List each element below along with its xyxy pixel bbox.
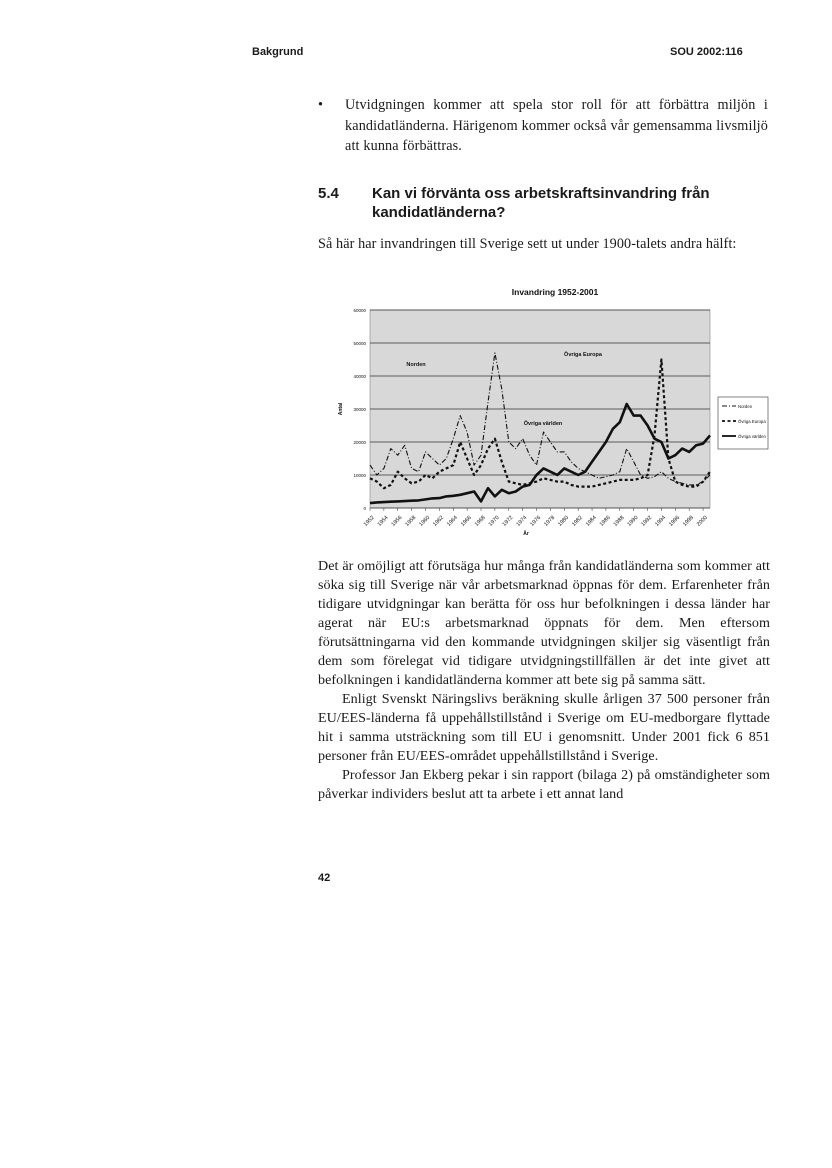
legend-label: Norden: [738, 404, 753, 409]
bullet-item: [318, 95, 768, 157]
body-paragraph-1: Det är omöjligt att förutsäga hur många från kandidatländerna som kommer att söka sig till Sverige när vår arbetsmarknad öppnas för dem. Erfarenheter från tidigare utvidgningar kan berätta för oss hur befolkningen i dessa länder har agerat när EU:s arbetsmarknad öppnats för dem. Men eftersom förutsättningarna vid den kommande utvidgningen skiljer sig väsentligt från dem som förelegat vid tidigare utvidgningstillfällen är det inte givet att befolkningen i kandidatländerna kommer att bete sig på samma sätt.: [318, 558, 770, 688]
x-axis-label: År: [523, 531, 529, 537]
section-heading: [318, 184, 778, 222]
x-tick-label: 2000: [695, 514, 709, 528]
y-tick-label: 50000: [353, 341, 366, 346]
x-tick-label: 1980: [557, 514, 571, 528]
running-header-doc-id: SOU 2002:116: [670, 46, 743, 58]
intro-paragraph: Så här har invandringen till Sverige sett ut under 1900-talets andra hälft:: [318, 236, 737, 252]
x-tick-label: 1988: [612, 514, 626, 528]
x-tick-label: 1960: [418, 514, 432, 528]
x-tick-label: 1996: [668, 514, 682, 528]
y-tick-label: 30000: [353, 407, 366, 412]
series-annotation: Norden: [406, 362, 426, 368]
y-tick-label: 60000: [353, 308, 366, 313]
x-tick-label: 1994: [654, 514, 668, 528]
section-number: 5.4: [318, 185, 339, 202]
page-number: 42: [318, 872, 331, 884]
running-header-section: Bakgrund: [252, 46, 304, 58]
x-tick-label: 1952: [362, 514, 376, 528]
chart-title: Invandring 1952-2001: [511, 287, 599, 297]
y-tick-label: 40000: [353, 374, 366, 379]
x-tick-label: 1984: [584, 514, 598, 528]
x-tick-label: 1986: [598, 514, 612, 528]
x-tick-label: 1956: [390, 514, 404, 528]
legend-label: Övriga världen: [738, 434, 766, 439]
immigration-chart: [330, 280, 775, 545]
body-text: [318, 557, 770, 804]
body-paragraph-2: Enligt Svenskt Näringslivs beräkning skulle årligen 37 500 personer från EU/EES-länderna få uppehållstillstånd i Sverige om EU-medborgare flyttade hit i samma utsträckning som till EU i genomsnitt. Under 2001 fick 6 851 personer från EU/EES-området uppehållstillstånd i Sverige.: [318, 691, 770, 764]
y-tick-label: 0: [363, 506, 366, 511]
x-tick-label: 1962: [432, 514, 446, 528]
x-tick-label: 1966: [459, 514, 473, 528]
x-tick-label: 1958: [404, 514, 418, 528]
x-tick-label: 1982: [571, 514, 584, 528]
x-tick-label: 1964: [446, 514, 460, 528]
x-tick-label: 1954: [376, 514, 390, 528]
bullet-marker: •: [318, 97, 324, 113]
x-tick-label: 1972: [501, 514, 515, 528]
bullet-text: Utvidgningen kommer att spela stor roll för att förbättra miljön i kandidatländerna. Härigenom kommer också vår gemensamma livsmiljö att kunna förbättras.: [345, 97, 768, 154]
x-tick-label: 1998: [682, 514, 695, 528]
x-tick-label: 1990: [626, 514, 640, 528]
section-title: Kan vi förvänta oss arbetskraftsinvandring från kandidatländerna?: [372, 185, 710, 221]
y-tick-label: 10000: [353, 473, 366, 478]
x-tick-label: 1992: [640, 514, 654, 528]
x-tick-label: 1974: [515, 514, 529, 528]
x-tick-label: 1970: [487, 514, 501, 528]
series-annotation: Övriga världen: [523, 421, 563, 427]
y-axis-label: Antal: [338, 402, 344, 416]
legend-label: Övriga Europa: [738, 419, 766, 424]
series-annotation: Övriga Europa: [564, 352, 602, 358]
x-tick-label: 1976: [529, 514, 543, 528]
body-paragraph-3: Professor Jan Ekberg pekar i sin rapport (bilaga 2) på omständigheter som påverkar individers beslut att ta arbete i ett annat land: [318, 767, 770, 802]
x-tick-label: 1968: [473, 514, 487, 528]
y-tick-label: 20000: [353, 440, 366, 445]
x-tick-label: 1978: [543, 514, 557, 528]
